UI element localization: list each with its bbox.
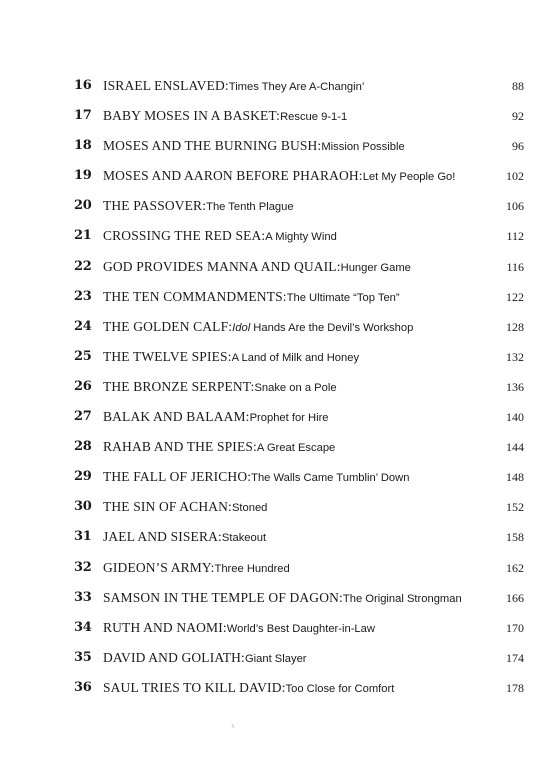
chapter-title (103, 402, 329, 436)
chapter-main-title: MOSES AND AARON BEFORE PHARAOH: (103, 168, 363, 184)
table-of-contents (0, 71, 549, 703)
toc-entry (0, 522, 549, 552)
toc-entry (0, 161, 549, 191)
chapter-main-title: MOSES AND THE BURNING BUSH: (103, 138, 322, 154)
chapter-main-title: THE TEN COMMANDMENTS: (103, 288, 287, 304)
page-number: 102 (506, 169, 524, 184)
chapter-title (103, 583, 462, 617)
chapter-title (103, 252, 411, 286)
chapter-subtitle: Stoned (231, 502, 268, 515)
chapter-subtitle: Hunger Game (340, 261, 411, 274)
page-number: 122 (506, 289, 524, 304)
toc-entry (0, 252, 549, 282)
chapter-number: 35 (74, 649, 92, 665)
chapter-number: 25 (74, 348, 92, 364)
chapter-title (103, 492, 267, 526)
chapter-title (103, 312, 413, 346)
page-number: 158 (506, 530, 524, 545)
chapter-subtitle: Times They Are A-Changin’ (228, 81, 365, 93)
chapter-number: 29 (74, 469, 92, 485)
toc-entry (0, 342, 549, 372)
chapter-title (103, 342, 359, 376)
chapter-main-title: GIDEON’S ARMY: (103, 559, 215, 575)
toc-entry (0, 101, 549, 131)
toc-entry (0, 492, 549, 522)
chapter-number: 19 (74, 168, 92, 184)
page-number: 136 (506, 379, 524, 394)
chapter-title (103, 101, 347, 135)
chapter-subtitle-rest: Hands Are the Devil’s Workshop (250, 321, 414, 334)
toc-entry (0, 613, 549, 643)
chapter-number: 32 (74, 559, 92, 575)
paper-speck (231, 724, 235, 728)
toc-entry (0, 583, 549, 613)
chapter-title (103, 613, 375, 647)
chapter-subtitle: Giant Slayer (244, 652, 307, 665)
page-number: 128 (506, 319, 524, 334)
toc-entry (0, 432, 549, 462)
chapter-main-title: GOD PROVIDES MANNA AND QUAIL: (103, 258, 341, 274)
toc-entry (0, 643, 549, 673)
chapter-subtitle (232, 322, 413, 334)
page-number: 178 (506, 680, 524, 695)
chapter-title (103, 432, 335, 466)
page-number: 88 (512, 79, 524, 93)
page-number: 140 (506, 410, 524, 425)
chapter-number: 23 (74, 288, 92, 304)
chapter-title (103, 221, 337, 255)
chapter-main-title: THE BRONZE SERPENT: (103, 378, 255, 394)
chapter-subtitle: The Tenth Plague (206, 201, 294, 214)
page-number: 116 (506, 259, 524, 274)
toc-entry (0, 312, 549, 342)
chapter-main-title: THE GOLDEN CALF: (103, 318, 233, 334)
chapter-number: 18 (74, 138, 92, 154)
chapter-subtitle: The Original Strongman (342, 592, 462, 605)
page-number: 152 (506, 500, 524, 515)
toc-entry (0, 462, 549, 492)
chapter-title (103, 71, 364, 105)
chapter-subtitle: Snake on a Pole (254, 381, 337, 394)
chapter-main-title: THE TWELVE SPIES: (103, 348, 232, 364)
page-number: 174 (506, 650, 524, 665)
chapter-subtitle: Stakeout (221, 532, 267, 545)
chapter-subtitle: The Ultimate “Top Ten” (286, 291, 400, 304)
toc-entry (0, 673, 549, 703)
chapter-title (103, 282, 400, 316)
page-number: 92 (512, 109, 524, 124)
chapter-main-title: THE FALL OF JERICHO: (103, 469, 252, 485)
chapter-number: 17 (74, 108, 92, 124)
chapter-main-title: SAUL TRIES TO KILL DAVID: (103, 679, 286, 695)
chapter-title (103, 643, 307, 677)
chapter-main-title: CROSSING THE RED SEA: (103, 228, 266, 244)
chapter-subtitle: A Mighty Wind (265, 231, 337, 244)
chapter-number: 24 (74, 318, 92, 334)
page-number: 132 (506, 349, 524, 364)
chapter-title (103, 553, 290, 587)
chapter-title (103, 462, 409, 496)
page-number: 166 (506, 590, 524, 605)
chapter-subtitle: Let My People Go! (362, 171, 456, 184)
page-number: 112 (506, 229, 524, 244)
chapter-number: 31 (74, 529, 92, 545)
chapter-main-title: THE PASSOVER: (103, 198, 207, 214)
chapter-main-title: BABY MOSES IN A BASKET: (103, 108, 281, 124)
chapter-number: 27 (74, 409, 92, 425)
chapter-main-title: ISRAEL ENSLAVED: (103, 78, 229, 93)
page-number: 148 (506, 470, 524, 485)
chapter-subtitle-italic: Idol (232, 321, 251, 334)
chapter-subtitle: Prophet for Hire (249, 412, 329, 425)
toc-entry (0, 131, 549, 161)
chapter-number: 34 (74, 619, 92, 635)
chapter-number: 30 (74, 499, 92, 515)
toc-entry (0, 71, 549, 101)
chapter-subtitle: The Walls Came Tumblin’ Down (251, 472, 410, 485)
chapter-main-title: BALAK AND BALAAM: (103, 409, 250, 425)
toc-entry (0, 553, 549, 583)
chapter-number: 28 (74, 439, 92, 455)
toc-entry (0, 191, 549, 221)
page-number: 96 (512, 139, 524, 154)
chapter-title (103, 131, 405, 165)
chapter-main-title: THE SIN OF ACHAN: (103, 499, 232, 515)
chapter-number: 36 (74, 679, 92, 695)
chapter-number: 33 (74, 589, 92, 605)
page-number: 162 (506, 560, 524, 575)
chapter-title (103, 161, 455, 195)
chapter-number: 20 (74, 198, 92, 214)
chapter-number: 21 (74, 228, 92, 244)
chapter-subtitle: A Great Escape (256, 442, 336, 455)
page-number: 170 (506, 620, 524, 635)
chapter-subtitle: Mission Possible (321, 141, 405, 154)
chapter-number: 26 (74, 378, 92, 394)
toc-entry (0, 221, 549, 251)
toc-entry (0, 372, 549, 402)
chapter-number: 16 (74, 78, 92, 93)
page-number: 144 (506, 440, 524, 455)
toc-entry (0, 402, 549, 432)
chapter-main-title: RUTH AND NAOMI: (103, 619, 227, 635)
chapter-main-title: RAHAB AND THE SPIES: (103, 439, 257, 455)
chapter-subtitle: Three Hundred (214, 562, 290, 575)
chapter-title (103, 522, 266, 556)
chapter-title (103, 372, 337, 406)
chapter-subtitle: Too Close for Comfort (285, 682, 395, 695)
chapter-number: 22 (74, 258, 92, 274)
page-number: 106 (506, 199, 524, 214)
chapter-title (103, 191, 294, 225)
chapter-title (103, 673, 394, 707)
toc-entry (0, 282, 549, 312)
chapter-subtitle: World’s Best Daughter-in-Law (226, 622, 375, 635)
chapter-subtitle: A Land of Milk and Honey (231, 351, 360, 364)
chapter-main-title: DAVID AND GOLIATH: (103, 649, 245, 665)
chapter-subtitle: Rescue 9-1-1 (280, 111, 348, 124)
chapter-main-title: SAMSON IN THE TEMPLE OF DAGON: (103, 589, 343, 605)
chapter-main-title: JAEL AND SISERA: (103, 529, 222, 545)
